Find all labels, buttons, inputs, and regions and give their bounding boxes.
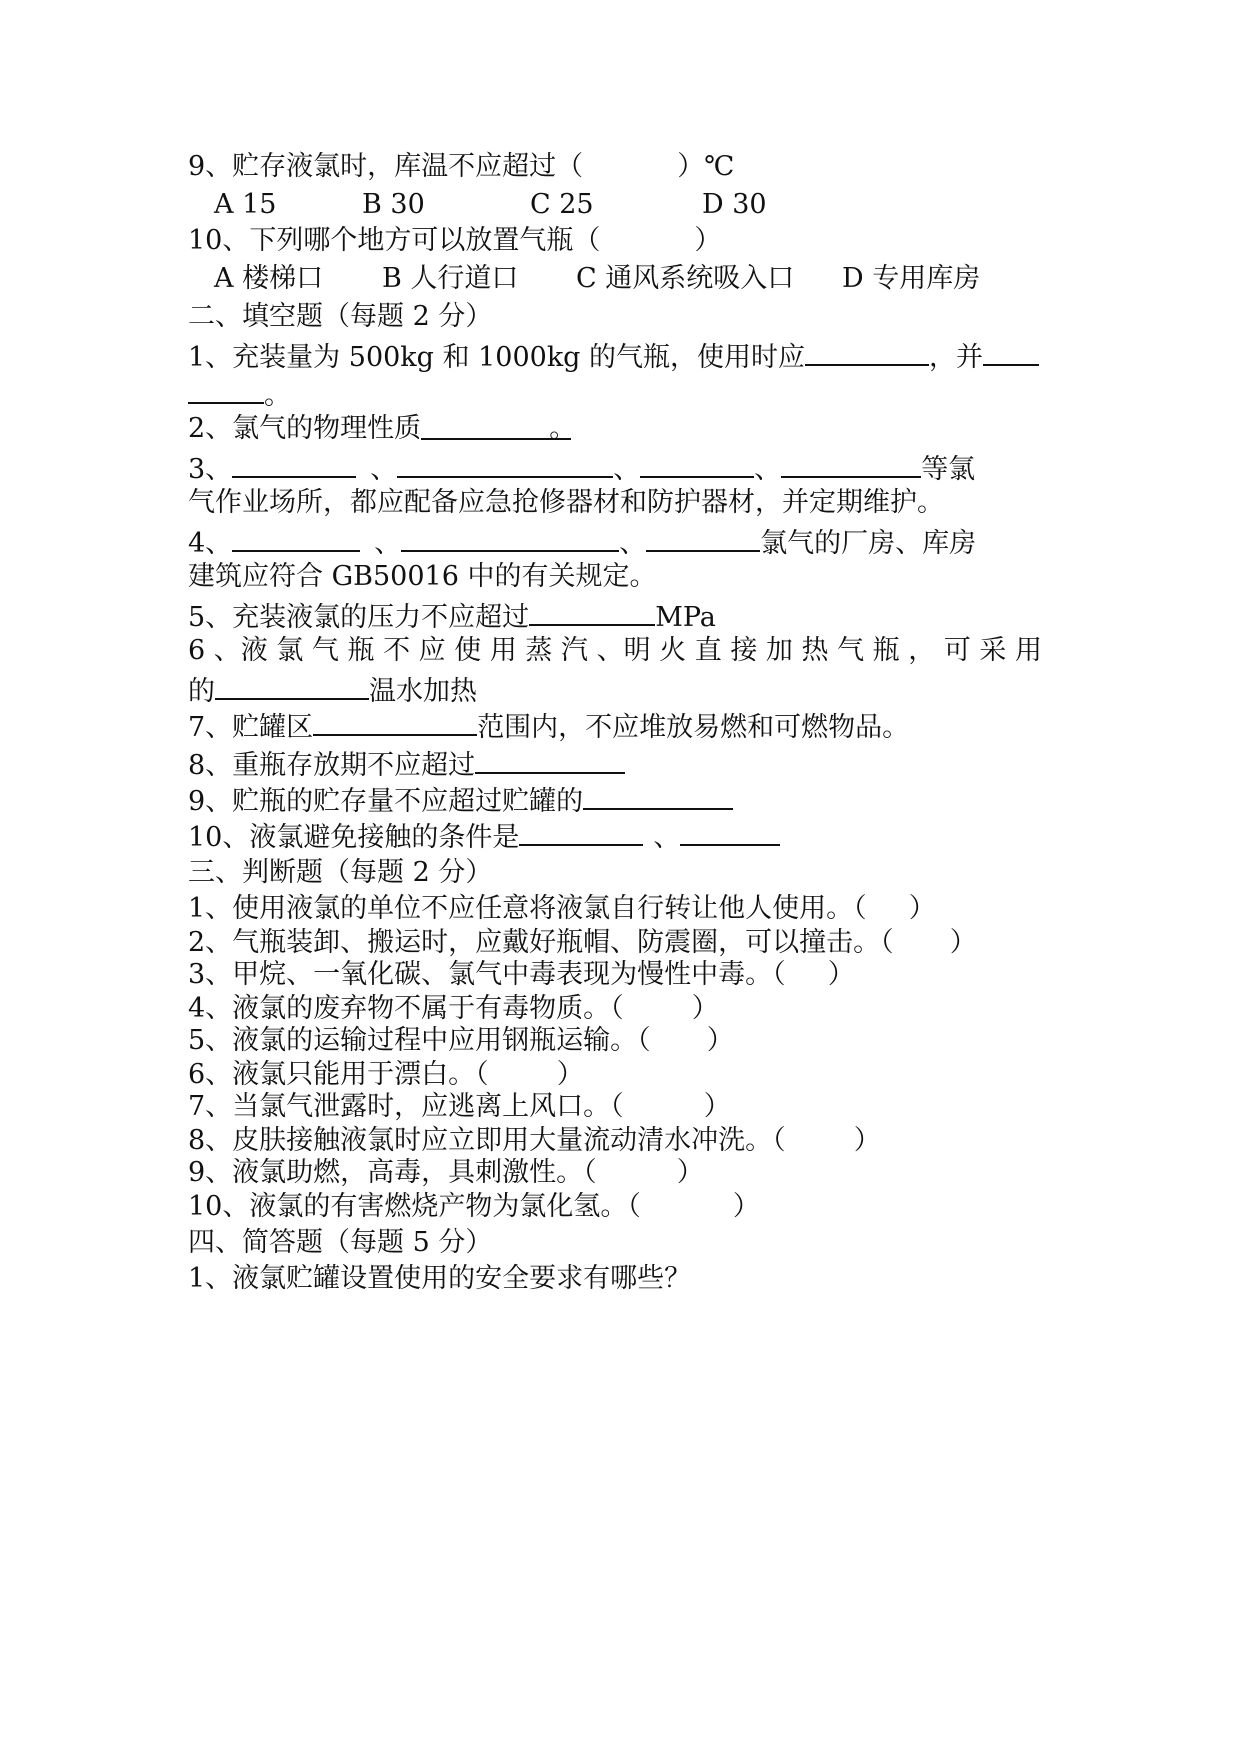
fill-q1-text-b: ，并 (929, 342, 984, 373)
fill-q7-text: 7、贮罐区 (188, 712, 314, 743)
judge-item: 8、皮肤接触液氯时应立即用大量流动清水冲洗。（ ） (188, 1125, 881, 1156)
judge-item: 6、液氯只能用于漂白。（ ） (188, 1059, 584, 1090)
fill-question-4 (188, 524, 976, 561)
mc-question-9 (188, 150, 734, 184)
fill-question-1-cont (188, 376, 291, 413)
fill-q2-end: 。 (549, 413, 577, 444)
option-c: C 通风系统吸入口 (576, 263, 795, 294)
answer-blank[interactable] (401, 524, 619, 552)
mc-question-9-close: ）℃ (677, 151, 735, 182)
fill-question-4-cont: 建筑应符合 GB50016 中的有关规定。 (188, 561, 657, 592)
fill-q1-text: 1、充装量为 500kg 和 1000kg 的气瓶，使用时应 (188, 342, 806, 373)
answer-blank[interactable] (188, 376, 264, 404)
answer-blank[interactable] (313, 708, 477, 736)
section-heading-fill: 二、填空题（每题 2 分） (188, 301, 493, 332)
fill-q4-sep: 、 (374, 528, 402, 559)
fill-q10-text: 10、液氯避免接触的条件是 (188, 822, 520, 853)
fill-q3-sep: 、 (613, 454, 641, 485)
fill-q5-end: MPa (655, 602, 716, 633)
fill-q10-sep: 、 (653, 822, 681, 853)
judge-item: 3、甲烷、一氧化碳、氯气中毒表现为慢性中毒。（ ） (188, 959, 855, 990)
answer-blank[interactable] (583, 782, 733, 810)
option-d: D 专用库房 (842, 263, 981, 294)
fill-question-9 (188, 782, 733, 819)
mc-question-9-text: 9、贮存液氯时，库温不应超过（ (188, 151, 584, 182)
judge-item: 9、液氯助燃，高毒，具刺激性。（ ） (188, 1157, 704, 1188)
fill-q8-text: 8、重瓶存放期不应超过 (188, 750, 476, 781)
option-a: A 15 (214, 189, 277, 220)
answer-blank[interactable] (421, 412, 577, 444)
answer-blank[interactable] (805, 338, 929, 366)
fill-q5-text: 5、充装液氯的压力不应超过 (188, 602, 530, 633)
answer-blank[interactable] (215, 672, 369, 700)
fill-q2-text: 2、氯气的物理性质 (188, 413, 422, 444)
fill-question-5 (188, 598, 716, 635)
fill-question-8 (188, 746, 625, 783)
mc-question-10-text: 10、下列哪个地方可以放置气瓶（ (188, 225, 601, 256)
answer-blank[interactable] (529, 598, 655, 626)
fill-question-10 (188, 818, 780, 855)
option-d: D 30 (702, 189, 767, 220)
answer-blank[interactable] (781, 450, 921, 478)
fill-question-6-cont (188, 672, 477, 709)
fill-q9-text: 9、贮瓶的贮存量不应超过贮罐的 (188, 786, 584, 817)
answer-blank[interactable] (232, 450, 356, 478)
fill-q3-sep: 、 (370, 454, 398, 485)
fill-q4-end: 氯气的厂房、库房 (760, 528, 977, 559)
fill-question-3 (188, 450, 975, 487)
fill-question-1 (188, 338, 1039, 375)
option-a: A 楼梯口 (214, 263, 324, 294)
option-b: B 人行道口 (382, 263, 519, 294)
judge-item: 2、气瓶装卸、搬运时，应戴好瓶帽、防震圈，可以撞击。（ ） (188, 927, 977, 958)
option-c: C 25 (530, 189, 594, 220)
fill-question-7 (188, 708, 909, 745)
fill-q4-num: 4、 (188, 528, 233, 559)
fill-question-6: 6 、液 氯 气 瓶 不 应 使 用 蒸 汽 、明 火 直 接 加 热 气 瓶 ， 可 采 用 (188, 635, 1042, 666)
judge-item: 5、液氯的运输过程中应用钢瓶运输。（ ） (188, 1025, 734, 1056)
answer-blank[interactable] (519, 818, 643, 846)
answer-blank[interactable] (983, 338, 1039, 366)
mc-question-9-options (214, 188, 767, 222)
answer-blank[interactable] (640, 450, 754, 478)
fill-q1-end: 。 (264, 380, 291, 411)
fill-q6-text: 的 (188, 676, 215, 707)
section-heading-judge: 三、判断题（每题 2 分） (188, 857, 493, 888)
option-b: B 30 (362, 189, 425, 220)
section-heading-short: 四、简答题（每题 5 分） (188, 1227, 493, 1258)
fill-q4-sep: 、 (619, 528, 647, 559)
fill-question-2 (188, 412, 577, 446)
short-question-1: 1、液氯贮罐设置使用的安全要求有哪些？ (188, 1263, 692, 1294)
fill-q3-num: 3、 (188, 454, 233, 485)
mc-question-10-close: ） (694, 225, 722, 256)
judge-item: 7、当氯气泄露时，应逃离上风口。（ ） (188, 1091, 731, 1122)
mc-question-10-options (214, 262, 980, 296)
fill-q7-end: 范围内，不应堆放易燃和可燃物品。 (477, 712, 910, 743)
fill-question-3-cont: 气作业场所，都应配备应急抢修器材和防护器材，并定期维护。 (188, 487, 944, 518)
fill-q6-end: 温水加热 (369, 676, 477, 707)
answer-blank[interactable] (646, 524, 760, 552)
answer-blank[interactable] (680, 818, 780, 846)
judge-item: 1、使用液氯的单位不应任意将液氯自行转让他人使用。（ ） (188, 893, 936, 924)
answer-blank[interactable] (475, 746, 625, 774)
judge-item: 10、液氯的有害燃烧产物为氯化氢。（ ） (188, 1191, 760, 1222)
fill-q3-end: 等氯 (921, 454, 976, 485)
answer-blank[interactable] (232, 524, 360, 552)
mc-question-10 (188, 224, 721, 258)
fill-q3-sep: 、 (754, 454, 782, 485)
judge-item: 4、液氯的废弃物不属于有毒物质。（ ） (188, 993, 719, 1024)
answer-blank[interactable] (397, 450, 613, 478)
